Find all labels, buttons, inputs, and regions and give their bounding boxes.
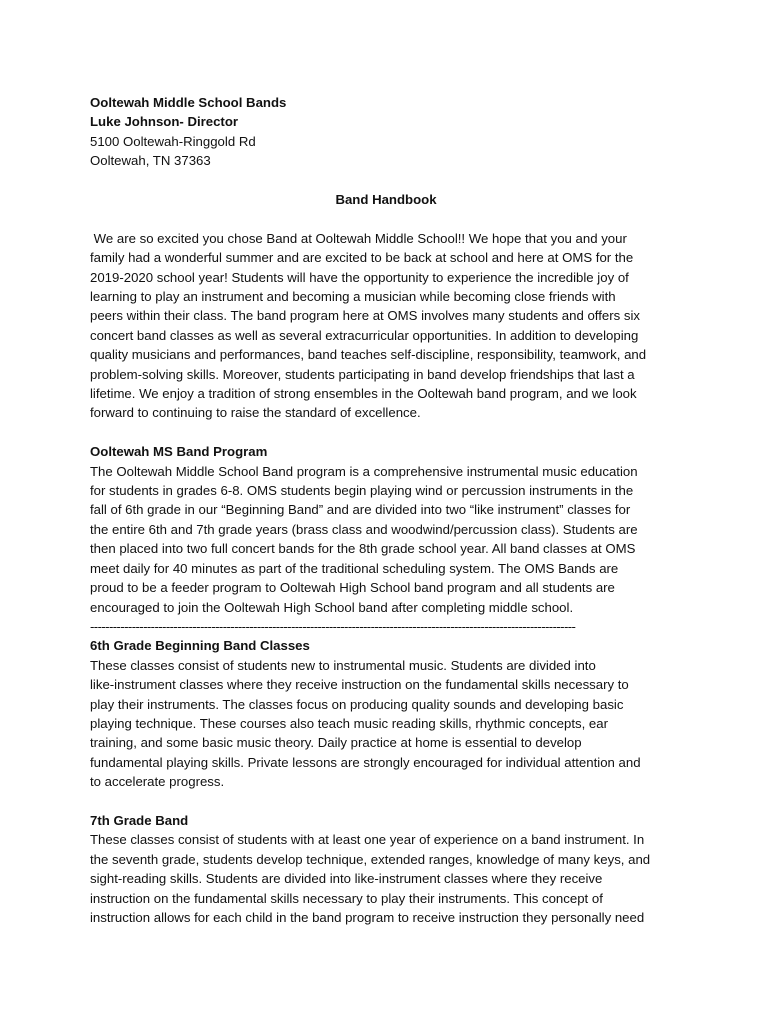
document-title: Band Handbook: [335, 192, 437, 208]
paragraph-line: 2019-2020 school year! Students will have the opportunity to experience the incredible joy of: [90, 269, 629, 285]
document-page: [90, 93, 682, 927]
paragraph-line: training, and some basic music theory. Daily practice at home is essential to develop: [90, 735, 582, 751]
paragraph-line: forward to continuing to raise the standard of excellence.: [90, 405, 421, 421]
paragraph-line: proud to be a feeder program to Ooltewah High School band program and all students are: [90, 580, 615, 596]
paragraph-line: problem-solving skills. Moreover, students participating in band develop friendships that last a: [90, 366, 635, 382]
paragraph-line: instruction on the fundamental skills necessary to play their instruments. This concept of: [90, 890, 603, 906]
program-section: [90, 442, 682, 617]
paragraph-line: learning to play an instrument and becoming a musician while becoming close friends with: [90, 289, 616, 305]
paragraph-line: the entire 6th and 7th grade years (brass class and woodwind/percussion class). Students are: [90, 521, 638, 537]
paragraph-line: The Ooltewah Middle School Band program is a comprehensive instrumental music education: [90, 463, 638, 479]
sixth-grade-section: [90, 636, 682, 791]
paragraph-line: These classes consist of students new to instrumental music. Students are divided into: [90, 657, 596, 673]
paragraph-line: family had a wonderful summer and are excited to be back at school and here at OMS for the: [90, 250, 634, 266]
paragraph-line: sight-reading skills. Students are divided into like-instrument classes where they receive: [90, 871, 603, 887]
paragraph-line: playing technique. These courses also teach music reading skills, rhythmic concepts, ear: [90, 715, 608, 731]
paragraph-line: encouraged to join the Ooltewah High School band after completing middle school.: [90, 599, 574, 615]
paragraph-line: quality musicians and performances, band teaches self-discipline, responsibility, teamwork, and: [90, 347, 647, 363]
paragraph-line: then placed into two full concert bands for the 8th grade school year. All band classes at OMS: [90, 541, 636, 557]
paragraph-line: fundamental playing skills. Private lessons are strongly encouraged for individual attention and: [90, 754, 641, 770]
paragraph-line: like-instrument classes where they receive instruction on the fundamental skills necessary to: [90, 677, 629, 693]
seventh-grade-section: [90, 811, 682, 927]
paragraph-line: meet daily for 40 minutes as part of the traditional scheduling system. The OMS Bands are: [90, 560, 619, 576]
section-heading: 7th Grade Band: [90, 812, 189, 828]
paragraph-line: the seventh grade, students develop technique, extended ranges, knowledge of many keys, and: [90, 851, 651, 867]
paragraph-line: concert band classes as well as several extracurricular opportunities. In addition to developing: [90, 327, 639, 343]
address-line-2: Ooltewah, TN 37363: [90, 153, 211, 169]
paragraph-line: to accelerate progress.: [90, 774, 225, 790]
section-heading: Ooltewah MS Band Program: [90, 444, 268, 460]
letterhead: [90, 93, 682, 171]
paragraph-line: peers within their class. The band program here at OMS involves many students and offers six: [90, 308, 640, 324]
paragraph-line: play their instruments. The classes focus on producing quality sounds and developing basic: [90, 696, 624, 712]
director-name: Luke Johnson- Director: [90, 114, 239, 130]
school-name: Ooltewah Middle School Bands: [90, 95, 287, 110]
paragraph-line: We are so excited you chose Band at Ooltewah Middle School!! We hope that you and your: [90, 230, 627, 246]
paragraph-line: for students in grades 6-8. OMS students begin playing wind or percussion instruments in the: [90, 483, 634, 499]
paragraph-line: These classes consist of students with at least one year of experience on a band instrument. In: [90, 832, 645, 848]
paragraph-line: fall of 6th grade in our “Beginning Band” and are divided into two “like instrument” classes for: [90, 502, 631, 518]
section-heading: 6th Grade Beginning Band Classes: [90, 638, 310, 654]
intro-paragraph: [90, 229, 682, 423]
paragraph-line: lifetime. We enjoy a tradition of strong ensembles in the Ooltewah band program, and we look: [90, 386, 637, 402]
address-line-1: 5100 Ooltewah-Ringgold Rd: [90, 133, 256, 149]
section-divider: --------------------------------------------------------------------------------------------------------------------------------: [90, 618, 576, 634]
paragraph-line: instruction allows for each child in the band program to receive instruction they personally need: [90, 910, 645, 925]
